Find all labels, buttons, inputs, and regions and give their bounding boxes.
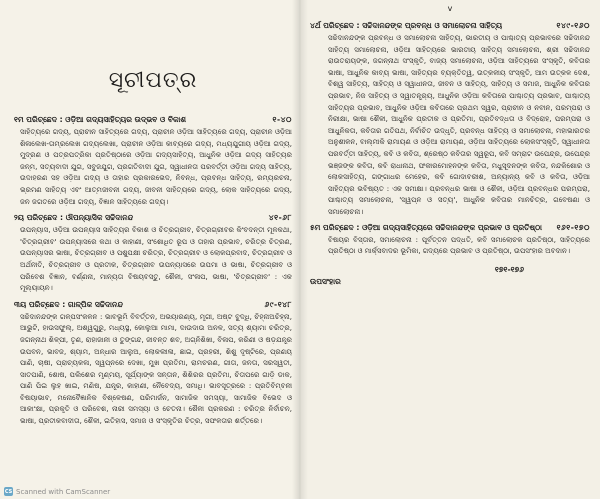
section-page-range: ୬୯-୧୪୮ (264, 299, 292, 309)
section-heading: ୩ୟ ପରିଚ୍ଛେଦ : ଗାଳ୍ପିକ ସଚ୍ଚିଦାନନ୍ଦ (14, 299, 123, 309)
section-heading-row (310, 223, 590, 233)
toc-section-1 (14, 115, 292, 207)
conclusion-page-range: ୧୭୧-୧୭୬ (494, 264, 524, 274)
section-page-range: ୧୪୯-୧୬୦ (556, 21, 590, 30)
section-heading: ୪ର୍ଥ ପରିଚ୍ଛେଦ : ସଚ୍ଚିଦାନନ୍ଦଙ୍କ ପ୍ରବନ୍ଧ ଓ ସମାଲୋଚନା ସାହିତ୍ୟ (310, 21, 503, 30)
toc-section-3 (14, 300, 292, 427)
toc-section-4 (310, 21, 590, 218)
section-heading: ୧ମ ପରିଚ୍ଛେଦ : ଓଡ଼ିଆ ଗଦ୍ୟସାହିତ୍ୟର ଉଦ୍ଭବ ଓ ବିକାଶ (14, 115, 187, 124)
section-page-range: ୪୧-୬୮ (268, 213, 292, 223)
section-heading-row (14, 213, 292, 223)
section-heading: ୨ୟ ପରିଚ୍ଛେଦ : ଔପନ୍ୟାସିକ ସଚ୍ଚିଦାନନ୍ଦ (14, 213, 134, 223)
right-page (300, 0, 600, 499)
page-title: ସୂଚୀପତ୍ର (108, 68, 198, 93)
scanner-watermark (4, 487, 110, 496)
section-heading-row (310, 21, 590, 31)
page-number: v (447, 4, 453, 13)
section-contents: ସାହିତ୍ୟରେ ଗଦ୍ୟ, ପ୍ରାଚୀନ ସାହିତ୍ୟରେ ଗଦ୍ୟ, ପ୍ରାଚୀନ ଓଡ଼ିଆ ସାହିତ୍ୟରେ ଗଦ୍ୟ, ପ୍ରାଚୀନ ଓଡ଼ିଆ ଶିଳାଲେଖ-ତାମ୍ରଲେଖ ଗଦ୍ୟଲେଖା, ପ୍ରାଚୀନ ଓଡ଼ିଆ କାବ୍ୟରେ ଗଦ୍ୟ, ମଧ୍ୟଯୁଗୀୟ ଓଡ଼ିଆ ଗଦ୍ୟ, ମୁଦ୍ରଣ ଓ ପତ୍ରପତ୍ରିକା ପ୍ରତିଷ୍ଠାରେ ଓଡ଼ିଆ ଗଦ୍ୟସାହିତ୍ୟ, ଆଧୁନିକ ଓଡ଼ିଆ ଗଦ୍ୟ ସାହିତ୍ୟର ଜନ୍ମ, ସତ୍ୟବାଦୀ ଯୁଗ, ସବୁଜଯୁଗ, ପ୍ରଗତିବାଦୀ ଯୁଗ, ସ୍ୱାଧୀନତା ପରବର୍ତ୍ତୀ ଓଡ଼ିଆ ଗଦ୍ୟ ସାହିତ୍ୟ, ଉଦାହରଣ ସହ ଓଡ଼ିଆ ଗଦ୍ୟ ଓ ତାହାର ପ୍ରକାରଭେଦ, ନିବନ୍ଧ, ପ୍ରବନ୍ଧ ସାହିତ୍ୟ, ରମ୍ୟରଚନା, ଭ୍ରମଣ ସାହିତ୍ୟ ଏବଂ ଆତ୍ମଜୀବନୀ ଗଦ୍ୟ, ଜୀବନୀ ସାହିତ୍ୟରେ ଗଦ୍ୟ, ଲୋକ ସାହିତ୍ୟରେ ଗଦ୍ୟ, ଜନ ଜଗତରେ ଓଡ଼ିଆ ଗଦ୍ୟ, ବିଜ୍ଞାନ ସାହିତ୍ୟରେ ଗଦ୍ୟ। (20, 127, 292, 206)
section-page-range: ୧-୪୦ (272, 115, 292, 124)
section-contents: ସଚ୍ଚିଦାନନ୍ଦଙ୍କ ପ୍ରବନ୍ଧ ଓ ସମାଲୋଚନା ସାହିତ୍ୟ, ଭାରତୀୟ ଓ ପାଶ୍ଚାତ୍ୟ ପ୍ରଭାବରେ ସଚ୍ଚିଦାନନ୍ଦ ସାହିତ୍ୟ ସମାଲୋଚନା, ଓଡ଼ିଆ ସାହିତ୍ୟରେ ଭାରତୀୟ ସାହିତ୍ୟ ସମାଲୋଚନା, ଶ୍ରୀ ସଚ୍ଚିଦାନନ୍ଦ ରାଉତରାୟଙ୍କ, ଜଗନ୍ନାଥ ସଂସ୍କୃତି, ବାଜ୍ୟ ସମାଲୋଚନା, ଓଡ଼ିଆ ସାହିତ୍ୟରେ ସଂସ୍କୃତି, କବିତାର ଭାଷା, ଆଧୁନିକ କାବ୍ୟ ଭାଷା, ସାହିତ୍ୟର ବ୍ୟକ୍ତିତ୍ୱ, ଉତ୍କଳୀୟ ସଂସ୍କୃତି, ଆମ ଉତ୍କଳ ଦେଶ, ବିଶ୍ୱ ସାହିତ୍ୟ, ସାହିତ୍ୟ ଓ ସ୍ୱାଧୀନତା, ଜୀବନ ଓ ସାହିତ୍ୟ, ସାହିତ୍ୟ ଓ ସମାଜ, ଆଧୁନିକ କବିତାର ପ୍ରଭାବ, ନିଜ ସାହିତ୍ୟ ଓ ସ୍ୱାତନ୍ତ୍ର୍ୟ, ଆଧୁନିକ ଓଡ଼ିଆ କବିତାରେ ପାଶ୍ଚାତ୍ୟ ପ୍ରଭାବ, ପାଶ୍ଚାତ୍ୟ ସାହିତ୍ୟର ପ୍ରଭାବ, ଆଧୁନିକ ଓଡ଼ିଆ କବିତାରେ ପ୍ରଥମ ସ୍ୱର, ପ୍ରାଚୀନ ଓ ନବୀନ, ପରମ୍ପରା ଓ ନିରୀକ୍ଷା, ଭାଷା ଶୈଳୀ, ଆଧୁନିକ ପ୍ରତୀକ ଓ ପ୍ରତିମା, ପ୍ରତିବଦ୍ଧତା ଓ ବିଦ୍ରୋହ, ପରମ୍ପରା ଓ ଆଧୁନିକତା, କବିତାର ଗତିପଥ, ନିର୍ବାଚିତ ଉଦ୍ଧୃତି, ପ୍ରବନ୍ଧ ସାହିତ୍ୟ ଓ ସମାଲୋଚନା, ମହାଭାରତର ଅନୁଶୀଳନ, ବାଲ୍ମୀକି ରାମାୟଣ ଓ ଓଡ଼ିଆ ରାମାୟଣ, ଓଡ଼ିଆ ସାହିତ୍ୟରେ ଲୋକସଂସ୍କୃତି, ସ୍ୱାଧୀନତା ପରବର୍ତ୍ତୀ ସାହିତ୍ୟ, କବି ଓ କବିତା, ଶ୍ରେଷ୍ଠ କବିତାର ସ୍ୱରୂପ, କବି ସମ୍ରାଟ ଉପେନ୍ଦ୍ର, ଉପେନ୍ଦ୍ର ଭଞ୍ଜଙ୍କ କବିତା, କବି ରାଧାନାଥ, ଫକୀରମୋହନଙ୍କ କବିତା, ମଧୁସୂଦନଙ୍କ କବିତା, ନନ୍ଦକିଶୋର ଓ ଲୋକସାହିତ୍ୟ, ଗଙ୍ଗାଧର ମେହେର, କବି ଗୋଦାବରୀଶ, ଅନ୍ୟାନ୍ୟ କବି ଓ କବିତା, ଓଡ଼ିଆ ସାହିତ୍ୟର ଭବିଷ୍ୟତ : ଏକ ସମୀକ୍ଷା। ପ୍ରବନ୍ଧର ଭାଷା ଓ ଶୈଳୀ, ଓଡ଼ିଆ ପ୍ରବନ୍ଧର ପରମ୍ପରା, ପାଶ୍ଚାତ୍ୟ ସମାଲୋଚନା, 'ସ୍ୱପ୍ନ ଓ ସତ୍ୟ', ଆଧୁନିକ କବିତାର ମାନଚିତ୍ର, ଗବେଷଣା ଓ ସମାଲୋଚନା। (328, 33, 590, 216)
section-heading-row (14, 115, 292, 125)
section-heading: ୫ମ ପରିଚ୍ଛେଦ : ଓଡ଼ିଆ ଗଦ୍ୟସାହିତ୍ୟରେ ସଚ୍ଚିଦାନନ୍ଦଙ୍କ ପ୍ରଭାବ ଓ ପ୍ରତିଷ୍ଠା (310, 222, 542, 232)
section-contents: ଉପନ୍ୟାସ, ଓଡ଼ିଆ ଉପନ୍ୟାସ ସାହିତ୍ୟର ବିକାଶ ଓ ଚିତ୍ରଗ୍ରୀବ, ଚିତ୍ରଗ୍ରୀବର କିଂବଦନ୍ତୀ ମୂଳକଥା, 'ଚିତ୍ରଗ୍ରୀବ' ଉପନ୍ୟାସରେ କଥା ଓ କାହାଣୀ, ସଂଶୋଧିତ ରୂପ ଓ ତାହାର ପ୍ରଭାବ, ଚରିତ୍ର ଚିତ୍ରଣ, ଉପନ୍ୟାସର ଭାଷା, ଚିତ୍ରଗ୍ରୀବ ଓ ପଶୁପକ୍ଷୀ ଚରିତ୍ର, ଚିତ୍ରଗ୍ରୀବ ଓ ଲୋକପ୍ରବାଦ, ଚିତ୍ରଗ୍ରୀବ ଓ ଅର୍ଥନୀତି, ଚିତ୍ରଗ୍ରୀବ ଓ ପ୍ରତୀକ, ଚିତ୍ରଗ୍ରୀବ ଉପନ୍ୟାସରେ ଉପମା ଓ ଭାଷା, ଚିତ୍ରଗ୍ରୀବ ଓ ପରିବେଶ ବିଜ୍ଞାନ, ବର୍ଣ୍ଣନା, ମାନ୍ୟତା ବିଷୟବସ୍ତୁ, ଶୈଳୀ, ସଂଳାପ, ଭାଷା, 'ଚିତ୍ରଗ୍ରୀବ' : ଏକ ମୂଲ୍ୟାୟନ। (20, 225, 292, 293)
conclusion-label: ଉପସଂହାର (310, 276, 341, 286)
watermark-text: Scanned with CamScanner (16, 487, 111, 496)
section-contents: ବିଷୟର ବିସ୍ତାର, ସମାଲୋଚନା : ପୂର୍ବତ୍ତନ ପଦ୍ଧତି, କବି ସମାଲୋଚକ ପ୍ରତିଷ୍ଠା, ସାହିତ୍ୟରେ ପ୍ରତିଷ୍ଠା ଓ ମାର୍କ୍ସବାଦର ଭୂମିକା, ଗଦ୍ୟରେ ପ୍ରଭାବ ଓ ପ୍ରତିଷ୍ଠା, ଉପସଂହାର ଅବଦାନ। (328, 234, 590, 256)
section-page-range: ୧୬୧-୧୭୦ (556, 222, 590, 232)
toc-section-2 (14, 213, 292, 294)
section-heading-row (14, 300, 292, 310)
section-contents: ସଚ୍ଚିଦାନନ୍ଦଙ୍କ ଗଳ୍ପସଂକଳନ : ଭାବଭୂମି ବିବର୍ତ୍ତନ, ଅଭୟାରଣ୍ୟ, ମୃଗୀ, ଅଷ୍ଟ ବୁଦ୍ଧି, ଚିହ୍ନାଅଚିହ୍ନା, ଆଭୁଟି, ହାଉସଫୁଲ୍, ଅଶ୍ୱଗୁରୁ, ମଧ୍ୟସ୍ଥ, କୋଲୁଆ ମାମା, ଦାଉଦାଉ ଅନଳ, ସତ୍ୟ ଶ୍ୟାମା ଚରିତ୍ର, ଜଗନ୍ନାଥ ଶିଳ୍ପୀ, ତୃଣ, ରାହାଜାନୀ ଓ ତୁଙ୍ଗନ୍ଦ, ଜୀବନ୍ତ ଶବ, ଅଗ୍ନିଶିଖା, ବିଳାପ, କରିଣୀ ଓ ଷଡ଼ଯନ୍ତ୍ର ଉପବନ, ଭାବଜ, ଶ୍ୟାମ, ଅନ୍ଧାର ଆଲୁଅ, ଲୋକଲୀଳା, ଛାଇ, ପ୍ରହରୀ, ଶିଶୁ ଦୃଷ୍ଟିରେ, ପ୍ରଣୟ ପାଣି, ଚାଷୀ, ପ୍ରାଚ୍ୟକଳା, ସ୍ୱପ୍ନରେ ଦେଖା, ମୁଖ ପ୍ରତିମା, ରାମଚରଣ, ଗୀତା, ଜନତା, ସରସ୍ୱତୀ, ସାତପାଣି, ଶୋଷ, ପଲିଶେର ମୃଣ୍ମୟ, ସୂର୍ଯ୍ୟାଙ୍କ ସନ୍ତାନ, ଶିଶିରର ପ୍ରତିମା, ଚିତାପରେ ଗାଡ଼ି ଡାକ, ପାଣି ପିଇ ଲୁହ ଖାଇ, ମଣିଷ, ଯନ୍ତ୍ର, କାହାଣୀ, ନୈବେଦ୍ୟ, ସମାଧି। ଭାବସୂତ୍ରରେ : ପ୍ରତିବିମ୍ବନୀ ବିଷୟାଭାବ, ମନୋବୈଜ୍ଞାନିକ ବିଶ୍ଳେଷଣ, ପରିମାର୍ଜନ, ସାମାଜିକ ସମସ୍ୟା, ସାମାଜିକ ବିଭେଦ ଓ ଆକାଂକ୍ଷା, ପ୍ରକୃତି ଓ ପରିବେଶ, ନାରୀ ସମସ୍ୟା ଓ ଚେତନା। ଶୈଳୀ ପ୍ରକରଣ : ଚରିତ୍ର ନିର୍ବାଚନ, ଭାଷା, ପ୍ରତୀକବାଦୀତା, ଶୈଳୀ, ଇତିହାସ, ସମାଜ ଓ ସଂସ୍କୃତିର ଚିତ୍ର, ସଫଳତାର ଶର୍ତ୍ତରେ। (20, 311, 292, 426)
camscanner-logo-icon: CS (4, 488, 13, 495)
toc-section-5 (310, 223, 590, 257)
